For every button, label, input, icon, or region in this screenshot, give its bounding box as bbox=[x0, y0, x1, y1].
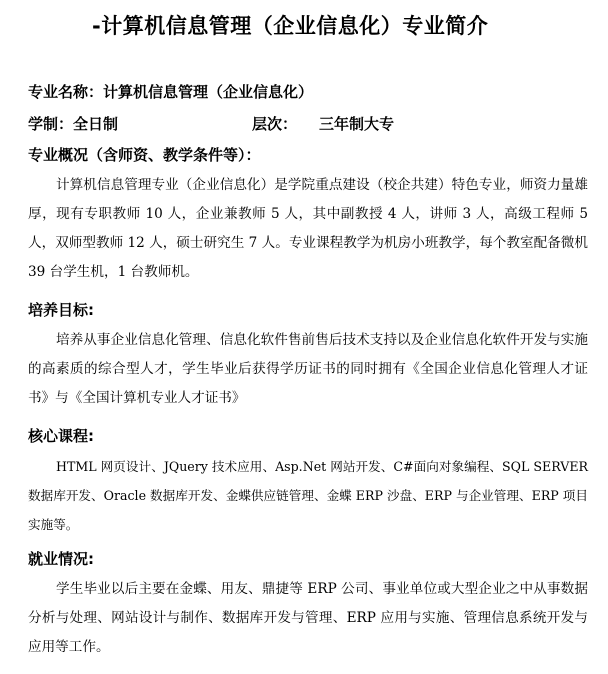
overview-paragraph: 计算机信息管理专业（企业信息化）是学院重点建设（校企共建）特色专业，师资力量雄厚，现有专职教师 10 人，企业兼教师 5 人，其中副教授 4 人，讲师 3 人，高级工程师 5 人，双师型教师 12 人，硕士研究生 7 人。专业课程教学为机房小班教学，每个教室配备微机 39 台学生机，1 台教师机。 bbox=[28, 177, 588, 280]
employment-paragraph: 学生毕业以后主要在金蝶、用友、鼎捷等 ERP 公司、事业单位或大型企业之中从事数据分析与处理、网站设计与制作、数据库开发与管理、ERP 应用与实施、管理信息系统开发与应用等工作。 bbox=[28, 581, 588, 655]
goal-heading: 培养目标: bbox=[28, 301, 94, 319]
major-name-line bbox=[28, 81, 313, 103]
goal-paragraph: 培养从事企业信息化管理、信息化软件售前售后技术支持以及企业信息化软件开发与实施的高素质的综合型人才，学生毕业后获得学历证书的同时拥有《全国企业信息化管理人才证书》与《全国计算机专业人才证书》 bbox=[28, 332, 588, 406]
courses-heading: 核心课程: bbox=[28, 427, 94, 445]
employment-heading: 就业情况: bbox=[28, 550, 94, 568]
level-line bbox=[252, 113, 394, 135]
major-name-label: 专业名称： bbox=[28, 83, 104, 101]
level-label: 层次： bbox=[252, 115, 298, 133]
level-value: 三年制大专 bbox=[319, 115, 395, 133]
system-line bbox=[28, 113, 118, 135]
courses-paragraph: HTML 网页设计、JQuery 技术应用、Asp.Net 网站开发、C#面向对象编程、SQL SERVER 数据库开发、Oracle 数据库开发、金蝶供应链管理、金蝶 ERP 沙盘、ERP 与企业管理、ERP 项目实施等。 bbox=[28, 459, 588, 532]
overview-heading: 专业概况（含师资、教学条件等）： bbox=[28, 146, 261, 164]
system-value: 全日制 bbox=[73, 115, 119, 133]
document-title: -计算机信息管理（企业信息化）专业简介 bbox=[92, 14, 489, 38]
major-name-value: 计算机信息管理（企业信息化） bbox=[103, 83, 314, 101]
system-label: 学制： bbox=[28, 115, 74, 133]
